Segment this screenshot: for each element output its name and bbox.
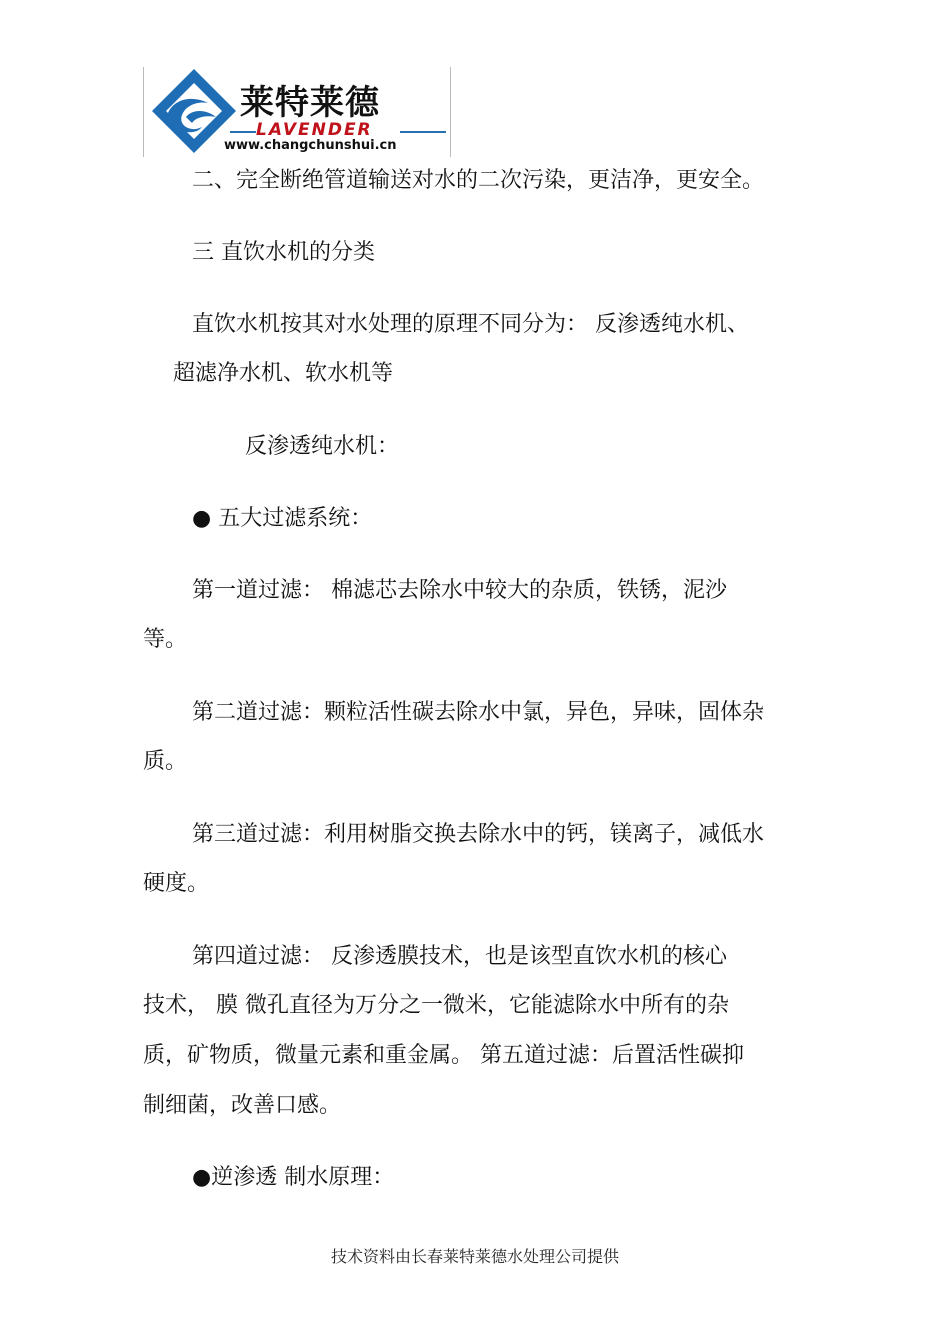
intro-line-2: 超滤净水机、软水机等: [173, 361, 394, 386]
brand-name-english: LAVENDER: [256, 120, 373, 140]
brand-url: www.changchunshui.cn: [224, 138, 397, 153]
intro-line-1: 直饮水机按其对水处理的原理不同分为： 反渗透纯水机、: [192, 312, 749, 337]
filter-3-line-1: 第三道过滤：利用树脂交换去除水中的钙，镁离子，减低水: [192, 822, 765, 847]
filter-4-line-1: 第四道过滤： 反渗透膜技术，也是该型直饮水机的核心: [192, 944, 727, 969]
filter-4-line-4: 制细菌，改善口感。: [143, 1093, 342, 1118]
section-heading-classification: 三 直饮水机的分类: [192, 240, 375, 265]
page-footer: 技术资料由长春莱特莱德水处理公司提供: [330, 1247, 619, 1266]
header-banner: [143, 67, 451, 157]
brand-rule-left: [230, 131, 256, 133]
filter-4-line-2: 技术， 膜 微孔直径为万分之一微米，它能滤除水中所有的杂: [143, 993, 729, 1018]
brand-name-chinese: 莱特莱德: [240, 83, 380, 123]
filter-2-line-1: 第二道过滤：颗粒活性碳去除水中氯，异色，异味，固体杂: [192, 700, 765, 725]
filter-4-line-3: 质，矿物质，微量元素和重金属。 第五道过滤：后置活性碳抑: [143, 1043, 744, 1068]
bullet-five-filters: ● 五大过滤系统：: [192, 506, 373, 531]
filter-2-line-2: 质。: [143, 749, 188, 774]
filter-1-line-1: 第一道过滤： 棉滤芯去除水中较大的杂质，铁锈，泥沙: [192, 578, 727, 603]
filter-1-line-2: 等。: [143, 627, 188, 652]
filter-3-line-2: 硬度。: [143, 871, 210, 896]
bullet-ro-principle: ●逆渗透 制水原理：: [192, 1165, 395, 1190]
brand-rule-right: [400, 131, 446, 133]
ro-machine-heading: 反渗透纯水机：: [245, 434, 400, 459]
paragraph-point-two: 二、完全断绝管道输送对水的二次污染，更洁净，更安全。: [192, 168, 765, 193]
